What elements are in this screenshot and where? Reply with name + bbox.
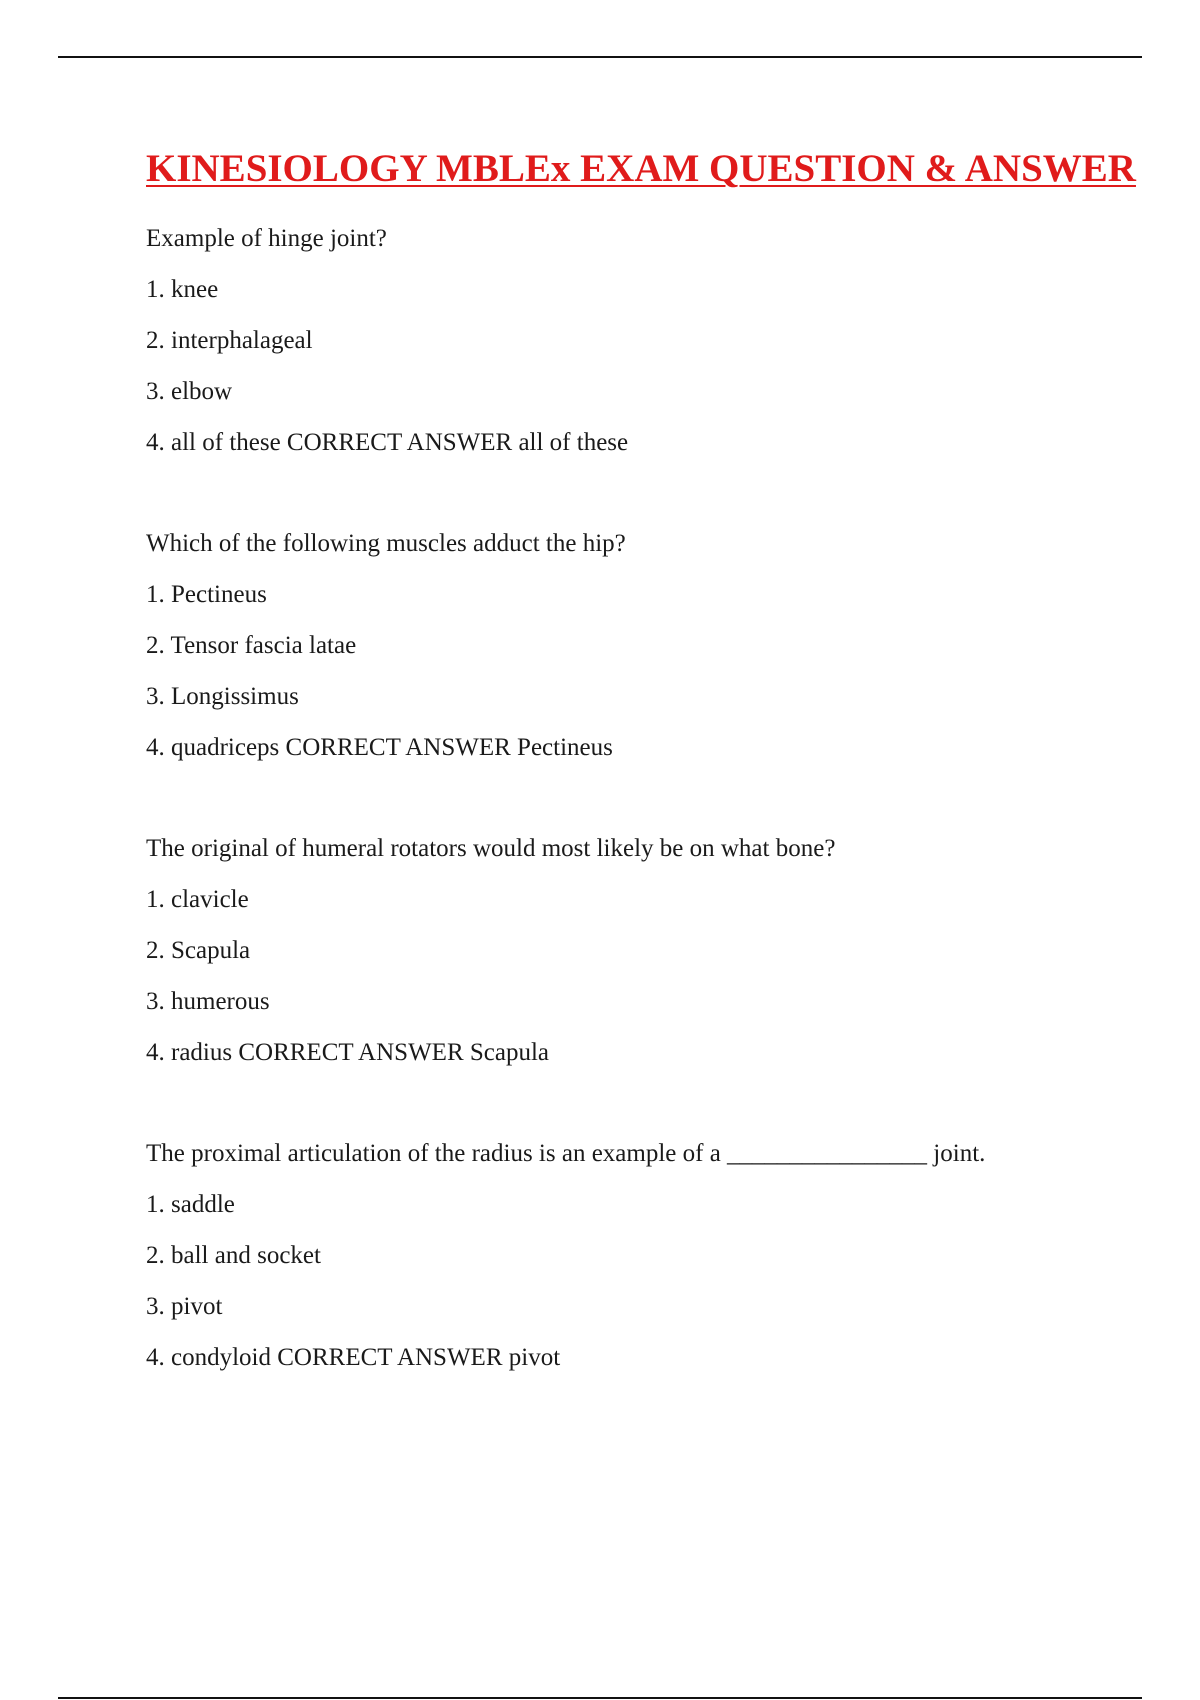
- answer-option-with-correct-answer: 4. all of these CORRECT ANSWER all of these: [146, 429, 629, 456]
- answer-option-with-correct-answer: 4. condyloid CORRECT ANSWER pivot: [146, 1344, 561, 1371]
- answer-option: 1. knee: [146, 276, 219, 303]
- question-text: Which of the following muscles adduct the hip?: [146, 530, 626, 557]
- answer-option: 1. saddle: [146, 1191, 235, 1218]
- answer-option: 2. Scapula: [146, 937, 251, 964]
- answer-option: 2. ball and socket: [146, 1242, 321, 1269]
- question-text: The original of humeral rotators would most likely be on what bone?: [146, 835, 836, 862]
- answer-option-with-correct-answer: 4. radius CORRECT ANSWER Scapula: [146, 1039, 550, 1066]
- document-body: [146, 143, 1146, 1433]
- document-title: KINESIOLOGY MBLEx EXAM QUESTION & ANSWER: [146, 147, 1136, 190]
- question-block-3: [146, 823, 1146, 1078]
- question-text: Example of hinge joint?: [146, 225, 387, 252]
- top-rule: [58, 56, 1142, 58]
- answer-option: 1. Pectineus: [146, 581, 267, 608]
- answer-option: 3. pivot: [146, 1293, 223, 1320]
- question-text: The proximal articulation of the radius is an example of a ________________ joint.: [146, 1140, 986, 1167]
- answer-option: 2. Tensor fascia latae: [146, 632, 357, 659]
- answer-option-with-correct-answer: 4. quadriceps CORRECT ANSWER Pectineus: [146, 734, 613, 761]
- bottom-rule: [58, 1697, 1142, 1699]
- answer-option: 3. humerous: [146, 988, 270, 1015]
- question-block-4: [146, 1128, 1146, 1383]
- answer-option: 2. interphalageal: [146, 327, 313, 354]
- answer-option: 3. elbow: [146, 378, 233, 405]
- answer-option: 3. Longissimus: [146, 683, 299, 710]
- question-block-1: [146, 213, 1146, 468]
- answer-option: 1. clavicle: [146, 886, 249, 913]
- question-block-2: [146, 518, 1146, 773]
